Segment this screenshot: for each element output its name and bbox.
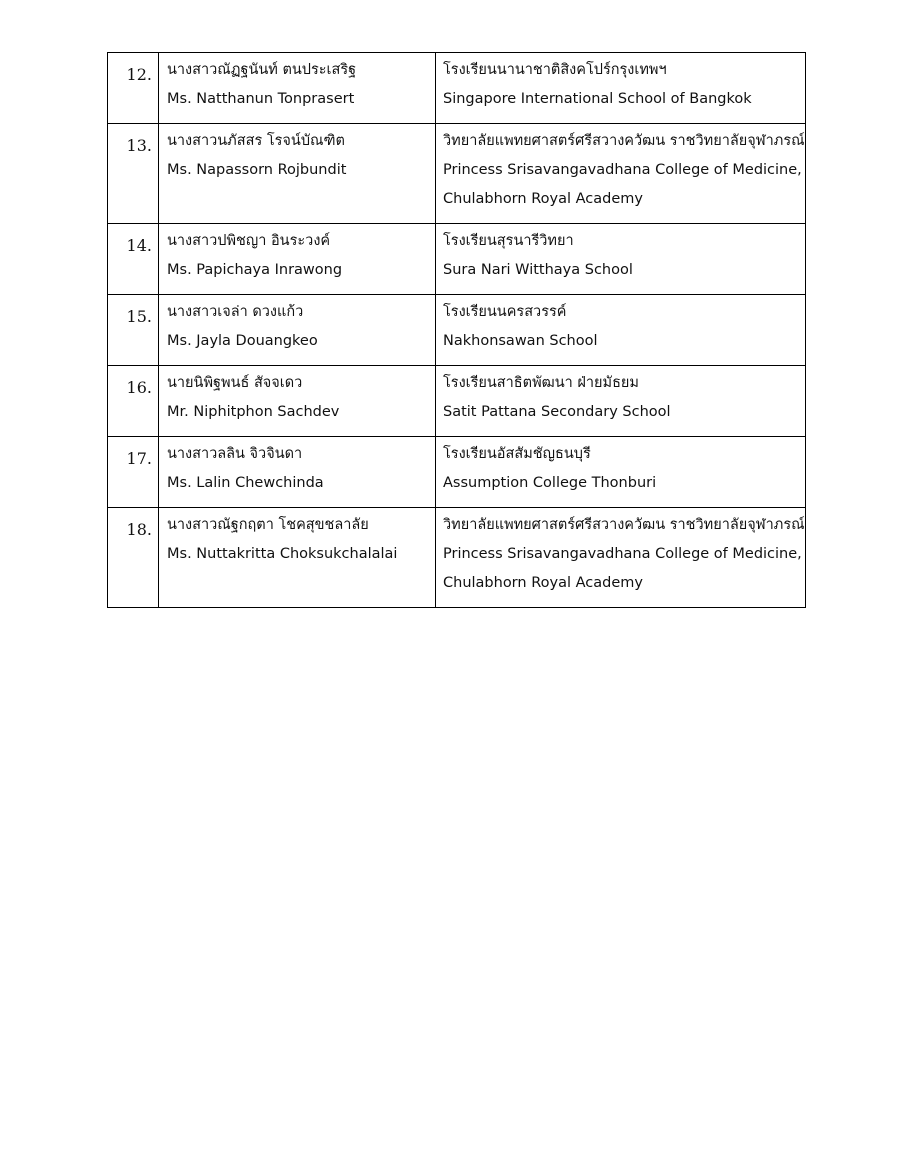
- school-cell: [436, 295, 806, 366]
- school-thai: โรงเรียนนครสวรรค์: [443, 304, 567, 320]
- name-thai: นางสาวณัฏฐนันท์ ตนประเสริฐ: [167, 62, 357, 78]
- name-thai: นายนิพิฐพนธ์ สัจจเดว: [167, 375, 303, 391]
- school-thai: โรงเรียนนานาชาติสิงคโปร์กรุงเทพฯ: [443, 62, 667, 78]
- row-number: 16.: [108, 366, 159, 437]
- table-row: [108, 366, 806, 437]
- school-english: Princess Srisavangavadhana College of Medicine,: [443, 546, 802, 562]
- school-english: Satit Pattana Secondary School: [443, 404, 671, 420]
- school-cell: [436, 224, 806, 295]
- school-english: Princess Srisavangavadhana College of Medicine,: [443, 162, 802, 178]
- table-row: [108, 508, 806, 608]
- school-thai: โรงเรียนสาธิตพัฒนา ฝ่ายมัธยม: [443, 375, 639, 391]
- school-english: Singapore International School of Bangkok: [443, 91, 752, 107]
- school-cell: [436, 366, 806, 437]
- school-thai: โรงเรียนสุรนารีวิทยา: [443, 233, 574, 249]
- school-english-cont: Chulabhorn Royal Academy: [443, 191, 643, 207]
- name-english: Ms. Jayla Douangkeo: [167, 333, 318, 349]
- name-english: Ms. Lalin Chewchinda: [167, 475, 324, 491]
- row-number: 13.: [108, 124, 159, 224]
- name-cell: [159, 224, 436, 295]
- awardee-table: [107, 52, 806, 608]
- name-english: Ms. Napassorn Rojbundit: [167, 162, 347, 178]
- name-cell: [159, 366, 436, 437]
- school-english: Sura Nari Witthaya School: [443, 262, 633, 278]
- school-cell: [436, 437, 806, 508]
- school-english: Assumption College Thonburi: [443, 475, 657, 491]
- name-cell: [159, 295, 436, 366]
- name-english: Mr. Niphitphon Sachdev: [167, 404, 340, 420]
- table-row: [108, 295, 806, 366]
- name-english: Ms. Papichaya Inrawong: [167, 262, 343, 278]
- table-row: [108, 224, 806, 295]
- school-thai: วิทยาลัยแพทยศาสตร์ศรีสวางควัฒน ราชวิทยาลัยจุฬาภรณ์: [443, 133, 805, 149]
- school-cell: [436, 508, 806, 608]
- row-number: 17.: [108, 437, 159, 508]
- row-number: 18.: [108, 508, 159, 608]
- school-cell: [436, 53, 806, 124]
- name-cell: [159, 124, 436, 224]
- school-english-cont: Chulabhorn Royal Academy: [443, 575, 643, 591]
- name-thai: นางสาวปพิชญา อินระวงค์: [167, 233, 331, 249]
- school-english: Nakhonsawan School: [443, 333, 598, 349]
- row-number: 14.: [108, 224, 159, 295]
- school-thai: โรงเรียนอัสสัมชัญธนบุรี: [443, 446, 591, 462]
- name-english: Ms. Nuttakritta Choksukchalalai: [167, 546, 398, 562]
- name-cell: [159, 508, 436, 608]
- name-thai: นางสาวลลิน จิวจินดา: [167, 446, 303, 462]
- name-cell: [159, 437, 436, 508]
- name-cell: [159, 53, 436, 124]
- name-english: Ms. Natthanun Tonprasert: [167, 91, 355, 107]
- name-thai: นางสาวณัฐกฤตา โชคสุขชลาลัย: [167, 517, 369, 533]
- table-row: [108, 437, 806, 508]
- row-number: 15.: [108, 295, 159, 366]
- school-thai: วิทยาลัยแพทยศาสตร์ศรีสวางควัฒน ราชวิทยาลัยจุฬาภรณ์: [443, 517, 805, 533]
- name-thai: นางสาวนภัสสร โรจน์บัณฑิต: [167, 133, 345, 149]
- table-row: [108, 53, 806, 124]
- row-number: 12.: [108, 53, 159, 124]
- school-cell: [436, 124, 806, 224]
- table-row: [108, 124, 806, 224]
- name-thai: นางสาวเจล่า ดวงแก้ว: [167, 304, 304, 320]
